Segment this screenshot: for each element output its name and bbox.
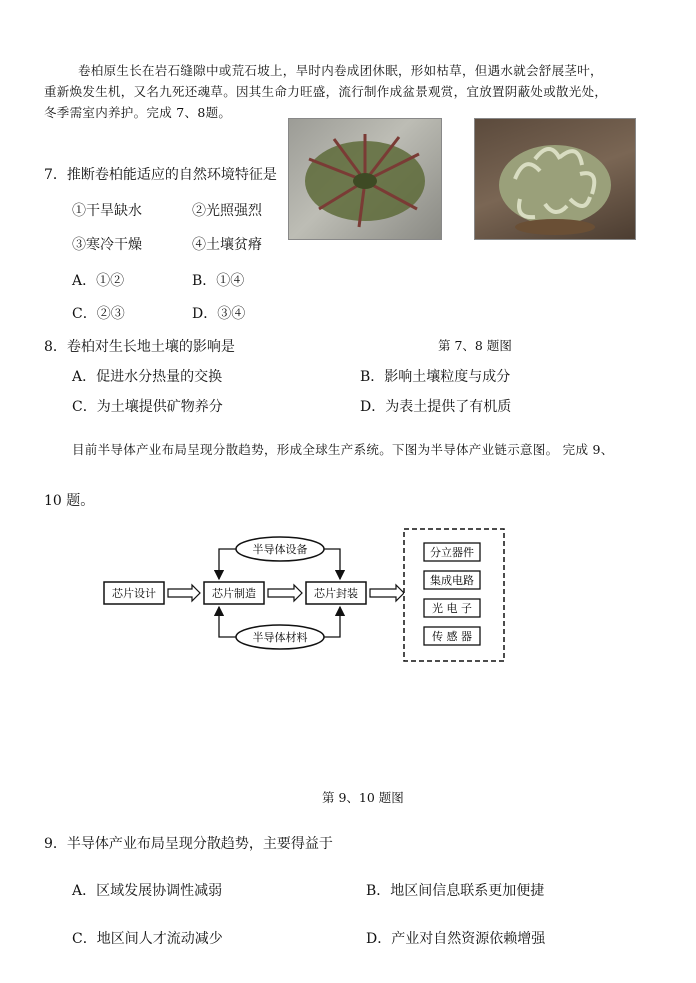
intro-line: 重新焕发生机，又名九死还魂草。因其生命力旺盛，流行制作成盆景观赏，宜放置阴蔽处或散光处， xyxy=(44,84,608,99)
statement-1: ①干旱缺水 xyxy=(72,203,142,219)
q9-option-b[interactable]: B．地区间信息联系更加便捷 xyxy=(366,883,545,899)
flow-arrow xyxy=(168,585,200,601)
statement-4: ④土壤贫瘠 xyxy=(192,237,262,253)
q8-option-b[interactable]: B．影响土壤粒度与成分 xyxy=(360,369,511,385)
intro-paragraph-9-10: 目前半导体产业布局呈现分散趋势，形成全球生产系统。下图为半导体产业链示意图。 完成 9、 xyxy=(72,442,614,457)
product-label: 传 感 器 xyxy=(432,630,472,643)
flow-arrow xyxy=(268,585,302,601)
intro-line: 卷柏原生长在岩石缝隙中或荒石坡上，旱时内卷成团休眠，形如枯草，但遇水就会舒展茎叶， xyxy=(78,63,603,78)
chip-manufacture-label: 芯片制造 xyxy=(212,587,256,600)
selaginella-spread-photo xyxy=(288,118,442,240)
question-8-stem: 8．卷柏对生长地土壤的影响是 xyxy=(44,339,235,355)
chip-packaging-label: 芯片封装 xyxy=(314,587,358,600)
q9-option-c[interactable]: C．地区间人才流动减少 xyxy=(72,931,223,947)
figure-caption-7-8: 第 7、8 题图 xyxy=(438,338,512,353)
q8-option-c[interactable]: C．为土壤提供矿物养分 xyxy=(72,399,223,415)
product-label: 光 电 子 xyxy=(432,602,472,615)
flow-arrow xyxy=(370,585,404,601)
equipment-label: 半导体设备 xyxy=(252,543,308,556)
q8-option-a[interactable]: A．促进水分热量的交换 xyxy=(72,369,223,385)
q7-option-a[interactable]: A．①② xyxy=(72,273,125,289)
statement-3: ③寒冷干燥 xyxy=(72,237,142,253)
statement-2: ②光照强烈 xyxy=(192,203,262,219)
question-7-stem: 7．推断卷柏能适应的自然环境特征是 xyxy=(44,167,277,183)
chip-design-label: 芯片设计 xyxy=(112,587,156,600)
q7-option-c[interactable]: C．②③ xyxy=(72,306,125,322)
q9-option-d[interactable]: D．产业对自然资源依赖增强 xyxy=(366,931,546,947)
q7-option-d[interactable]: D．③④ xyxy=(192,306,246,322)
materials-label: 半导体材料 xyxy=(252,631,308,644)
product-label: 集成电路 xyxy=(430,574,474,587)
semiconductor-industry-chain-diagram xyxy=(100,525,510,665)
intro-paragraph-7-8 xyxy=(44,60,654,123)
question-9-stem: 9．半导体产业布局呈现分散趋势，主要得益于 xyxy=(44,836,333,852)
figure-caption-9-10: 第 9、10 题图 xyxy=(322,790,404,805)
q9-option-a[interactable]: A．区域发展协调性减弱 xyxy=(72,883,223,899)
selaginella-curled-photo xyxy=(474,118,636,240)
intro-line: 冬季需室内养护。完成 7、8题。 xyxy=(44,105,232,120)
q8-option-d[interactable]: D．为表土提供了有机质 xyxy=(360,399,512,415)
intro-paragraph-9-10-cont: 10 题。 xyxy=(44,493,95,509)
q7-option-b[interactable]: B．①④ xyxy=(192,273,245,289)
product-label: 分立器件 xyxy=(430,546,474,559)
